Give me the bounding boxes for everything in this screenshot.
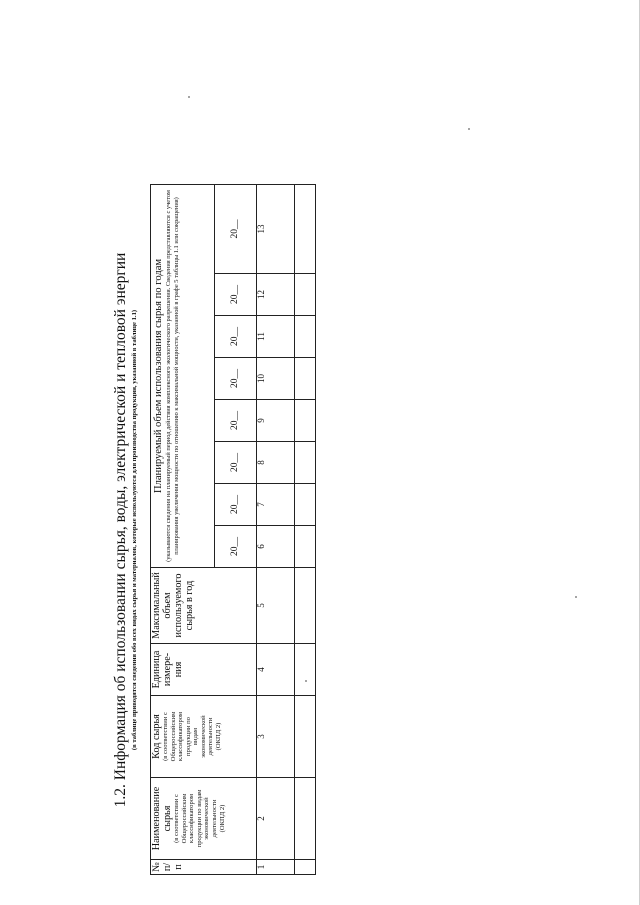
col-num-13: 13 [257,184,295,273]
header-unit: Единица измере- ния [151,644,257,696]
col-num-6: 6 [257,526,295,568]
raw-material-table [150,184,316,875]
col-num-1: 1 [257,860,295,875]
year-8: 20__ [215,184,257,273]
col-num-10: 10 [257,358,295,400]
year-7: 20__ [215,274,257,316]
header-planned-volume: Планируемый объем использования сырья по годам (указываются сведения на планируемый период действия комплексного экологического разрешения. Сведения представляются с учетом планирования увеличения мощности по отношению к максимальной мощности, указанной в графе 5 таблицы 1.1 или сокращения) [151,184,215,567]
header-name: Наименование сырья (в соответствии с Общероссийским классификатором продукции по видам экономической деятельности (ОКПД 2) [151,778,257,860]
col-num-4: 4 [257,644,295,696]
header-code: Код сырья (в соответствии с Общероссийским классификатором продукции по видам экономической деятельности (ОКПД 2) [151,696,257,778]
section-subtitle: (в таблице приводятся сведения обо всех видах сырья и материалов, которые используются для производства продукции, указанной в таблице 1.1) [131,309,138,751]
col-num-7: 7 [257,484,295,526]
col-num-8: 8 [257,442,295,484]
year-2: 20__ [215,484,257,526]
header-max-volume: Максимальный объем используемого сырья в год [151,568,257,644]
col-num-11: 11 [257,316,295,358]
col-num-5: 5 [257,568,295,644]
header-num: № п/п [151,860,257,875]
year-3: 20__ [215,442,257,484]
column-numbers-row [257,184,295,874]
col-num-2: 2 [257,778,295,860]
rotated-form [112,185,317,875]
year-4: 20__ [215,400,257,442]
year-6: 20__ [215,316,257,358]
section-title: 1.2. Информация об использовании сырья, воды, электрической и тепловой энергии [112,252,129,808]
empty-data-row [295,184,316,874]
col-num-3: 3 [257,696,295,778]
year-5: 20__ [215,358,257,400]
col-num-12: 12 [257,274,295,316]
col-num-9: 9 [257,400,295,442]
year-1: 20__ [215,526,257,568]
